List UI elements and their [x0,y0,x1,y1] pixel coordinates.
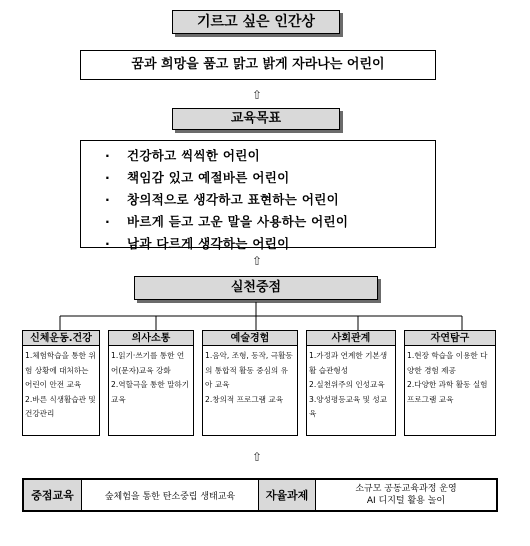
column-body-art-experience: 1.음악, 조형, 동작, 극활동의 통합적 활동 중심의 유아 교육 2.창의적 프로그램 교육 [202,345,298,436]
column-body-nature-inquiry: 1.현장 학습을 이용한 다양한 경험 제공 2.다양한 과학 활동 실험 프로그램 교육 [404,345,496,436]
practice-focus-title: 실천중점 [134,276,378,300]
self-task-text: 소규모 공동교육과정 운영 AI 디지털 활용 놀이 [355,484,457,506]
column-header-nature-inquiry: 자연탐구 [404,330,496,346]
goal-item: · 남과 다르게 생각하는 어린이 [105,236,290,251]
self-task-label: 자율과제 [258,480,316,510]
column-body-communication: 1.읽기·쓰기를 통한 언어(문자)교육 강화 2.역할극을 통한 말하기교육 [108,345,194,436]
ideal-person-title: 기르고 싶은 인간상 [172,10,340,34]
education-goals-title: 교육목표 [172,108,340,130]
up-arrow-icon: ⇧ [251,254,263,268]
column-header-communication: 의사소통 [108,330,194,346]
goal-item: · 건강하고 씩씩한 어린이 [105,148,261,163]
column-header-physical-health: 신체운동.건강 [22,330,100,346]
column-header-social-relations: 사회관계 [306,330,396,346]
focus-education-text: 숲체험을 통한 탄소중립 생태교육 [104,491,236,502]
bottom-table [22,478,498,512]
goal-item: · 창의적으로 생각하고 표현하는 어린이 [105,192,339,207]
up-arrow-icon: ⇧ [251,88,263,102]
column-body-physical-health: 1.체험학습을 통한 위험 상황에 대처하는 어린이 안전 교육 2.바른 식생활습관 및 건강관리 [22,345,100,436]
column-body-social-relations: 1.가정과 연계한 기본생활 습관형성 2.실천위주의 인성교육 3.양성평등교육 및 성교육 [306,345,396,436]
column-header-art-experience: 예술경험 [202,330,298,346]
up-arrow-icon: ⇧ [251,450,263,464]
goal-item: · 바르게 듣고 고운 말을 사용하는 어린이 [105,214,349,229]
goal-item: · 책임감 있고 예절바른 어린이 [105,170,290,185]
focus-education-label: 중점교육 [24,480,82,510]
vision-box: 꿈과 희망을 품고 맑고 밝게 자라나는 어린이 [80,50,436,80]
